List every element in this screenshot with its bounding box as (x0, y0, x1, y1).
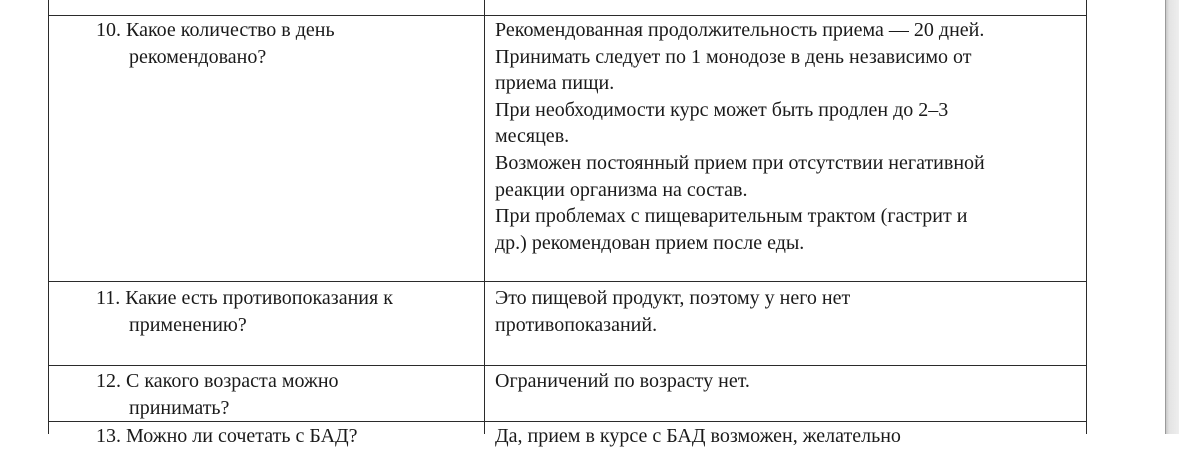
table-right-border (1086, 0, 1087, 434)
answer-text-line: Рекомендованная продолжительность приема — 20 дней. (495, 19, 985, 41)
answer-text-line: Ограничений по возрасту нет. (495, 370, 750, 392)
question-text-line: 10. Какое количество в день (96, 19, 335, 41)
table-row-border (48, 365, 1087, 366)
table-row-question (96, 368, 339, 421)
answer-text-line: При необходимости курс может быть продлен до 2–3 (495, 98, 949, 121)
table-row-question (96, 423, 358, 450)
table-row-question (96, 285, 393, 338)
table-row-question (96, 17, 335, 70)
answer-text-line: При проблемах с пищеварительным трактом (гастрит и (495, 205, 968, 228)
question-text-line: принимать? (129, 396, 230, 419)
answer-text-line: Принимать следует по 1 монодозе в день независимо от (495, 45, 972, 68)
question-text-line: 12. С какого возраста можно (96, 370, 339, 392)
answer-text-line: реакции организма на состав. (495, 178, 748, 201)
answer-text-line: противопоказаний. (495, 313, 658, 336)
table-row-border (48, 281, 1087, 282)
answer-text-line: приема пищи. (495, 72, 615, 95)
answer-text-line: Это пищевой продукт, поэтому у него нет (495, 287, 851, 309)
answer-text-line: месяцев. (495, 125, 570, 148)
answer-text-line: Возможен постоянный прием при отсутствии негативной (495, 151, 985, 174)
table-left-border (48, 0, 49, 434)
table-row-border (48, 15, 1087, 16)
table-row-answer (495, 423, 901, 450)
question-text-line: применению? (129, 313, 247, 336)
answer-text-line: др.) рекомендован прием после еды. (495, 231, 805, 254)
table-row-answer (495, 368, 750, 395)
table-row-answer (495, 285, 850, 338)
question-text-line: рекомендовано? (129, 45, 267, 68)
answer-text-line: Да, прием в курсе с БАД возможен, желательно (495, 425, 901, 447)
viewer-margin (1166, 0, 1179, 434)
table-column-divider (484, 0, 485, 434)
table-row-answer (495, 17, 985, 256)
question-text-line: 13. Можно ли сочетать с БАД? (96, 425, 358, 447)
question-text-line: 11. Какие есть противопоказания к (96, 287, 393, 309)
